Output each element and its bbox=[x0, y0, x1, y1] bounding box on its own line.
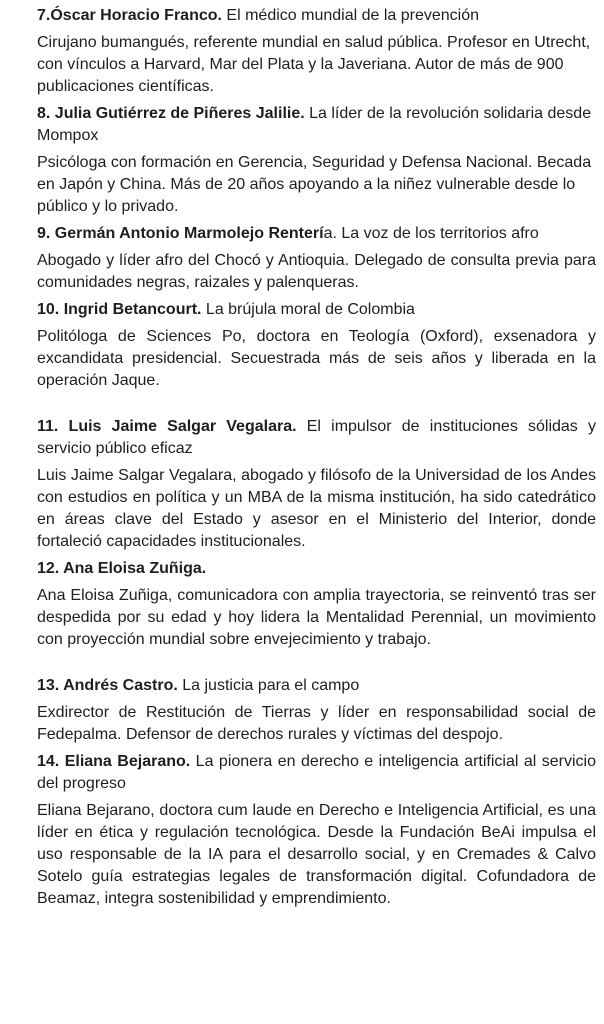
person-name: 11. Luis Jaime Salgar Vegalara. bbox=[37, 418, 297, 435]
person-description: Cirujano bumangués, referente mundial en salud pública. Profesor en Utrecht, con vínculos a Harvard, Mar del Plata y la Javeriana. Autor de más de 900 publicaciones científicas. bbox=[37, 34, 591, 95]
person-name: 14. Eliana Bejarano. bbox=[37, 753, 191, 770]
person-description: Luis Jaime Salgar Vegalara, abogado y filósofo de la Universidad de los Andes con estudios en política y un MBA de la misma institución, ha sido catedrático en áreas clave del Estado y asesor en el Ministerio del Interior, donde fortaleció capacidades institucionales. bbox=[37, 467, 596, 550]
person-description: Ana Eloisa Zuñiga, comunicadora con amplia trayectoria, se reinventó tras ser despedida por su edad y hoy lidera la Mentalidad Perennial, un movimiento con proyección mundial sobre envejecimiento y trabajo. bbox=[37, 587, 596, 648]
person-description: Abogado y líder afro del Chocó y Antioquia. Delegado de consulta previa para comunidades negras, raizales y palenqueras. bbox=[37, 252, 596, 291]
person-name: 13. Andrés Castro. bbox=[37, 677, 178, 694]
person-entry bbox=[37, 223, 596, 294]
person-name: 12. Ana Eloisa Zuñiga. bbox=[37, 560, 207, 577]
person-entry bbox=[37, 751, 596, 910]
person-heading bbox=[37, 751, 596, 795]
person-heading bbox=[37, 103, 596, 147]
person-entry bbox=[37, 5, 596, 98]
person-tagline: La justicia para el campo bbox=[177, 677, 360, 694]
person-heading bbox=[37, 299, 596, 321]
person-description: Politóloga de Sciences Po, doctora en Teología (Oxford), exsenadora y excandidata presidencial. Secuestrada más de seis años y liberada en la operación Jaque. bbox=[37, 328, 596, 389]
person-name: 10. Ingrid Betancourt. bbox=[37, 301, 202, 318]
person-heading bbox=[37, 675, 596, 697]
person-name: 9. Germán Antonio Marmolejo Renterí bbox=[37, 225, 324, 242]
person-description: Psicóloga con formación en Gerencia, Seguridad y Defensa Nacional. Becada en Japón y China. Más de 20 años apoyando a la niñez vulnerable desde lo público y lo privado. bbox=[37, 154, 592, 215]
person-description: Exdirector de Restitución de Tierras y líder en responsabilidad social de Fedepalma. Defensor de derechos rurales y víctimas del despojo. bbox=[37, 704, 596, 743]
person-name: 7.Óscar Horacio Franco. bbox=[37, 7, 222, 24]
person-tagline: El médico mundial de la prevención bbox=[221, 7, 479, 24]
person-entry bbox=[37, 416, 596, 553]
person-heading bbox=[37, 558, 596, 580]
person-heading bbox=[37, 416, 596, 460]
person-entry bbox=[37, 558, 596, 651]
person-tagline: El impulsor de instituciones sólidas y servicio público eficaz bbox=[37, 418, 596, 457]
person-description: Eliana Bejarano, doctora cum laude en Derecho e Inteligencia Artificial, es una líder en ética y regulación tecnológica. Desde la Fundación BeAi impulsa el uso responsable de la IA para el desarrollo social, y en Cremades & Calvo Sotelo guía estrategias legales de transformación digital. Cofundadora de Beamaz, integra sostenibilidad y emprendimiento. bbox=[37, 802, 596, 907]
person-tagline: a. La voz de los territorios afro bbox=[323, 225, 539, 242]
person-heading bbox=[37, 5, 596, 27]
person-entry bbox=[37, 103, 596, 218]
person-tagline: La líder de la revolución solidaria desde Mompox bbox=[37, 105, 592, 144]
person-entry bbox=[37, 299, 596, 392]
entries-container bbox=[37, 5, 596, 910]
person-tagline: La brújula moral de Colombia bbox=[201, 301, 415, 318]
person-entry bbox=[37, 675, 596, 746]
person-tagline: La pionera en derecho e inteligencia artificial al servicio del progreso bbox=[37, 753, 597, 792]
person-name: 8. Julia Gutiérrez de Piñeres Jalilie. bbox=[37, 105, 305, 122]
person-heading bbox=[37, 223, 596, 245]
